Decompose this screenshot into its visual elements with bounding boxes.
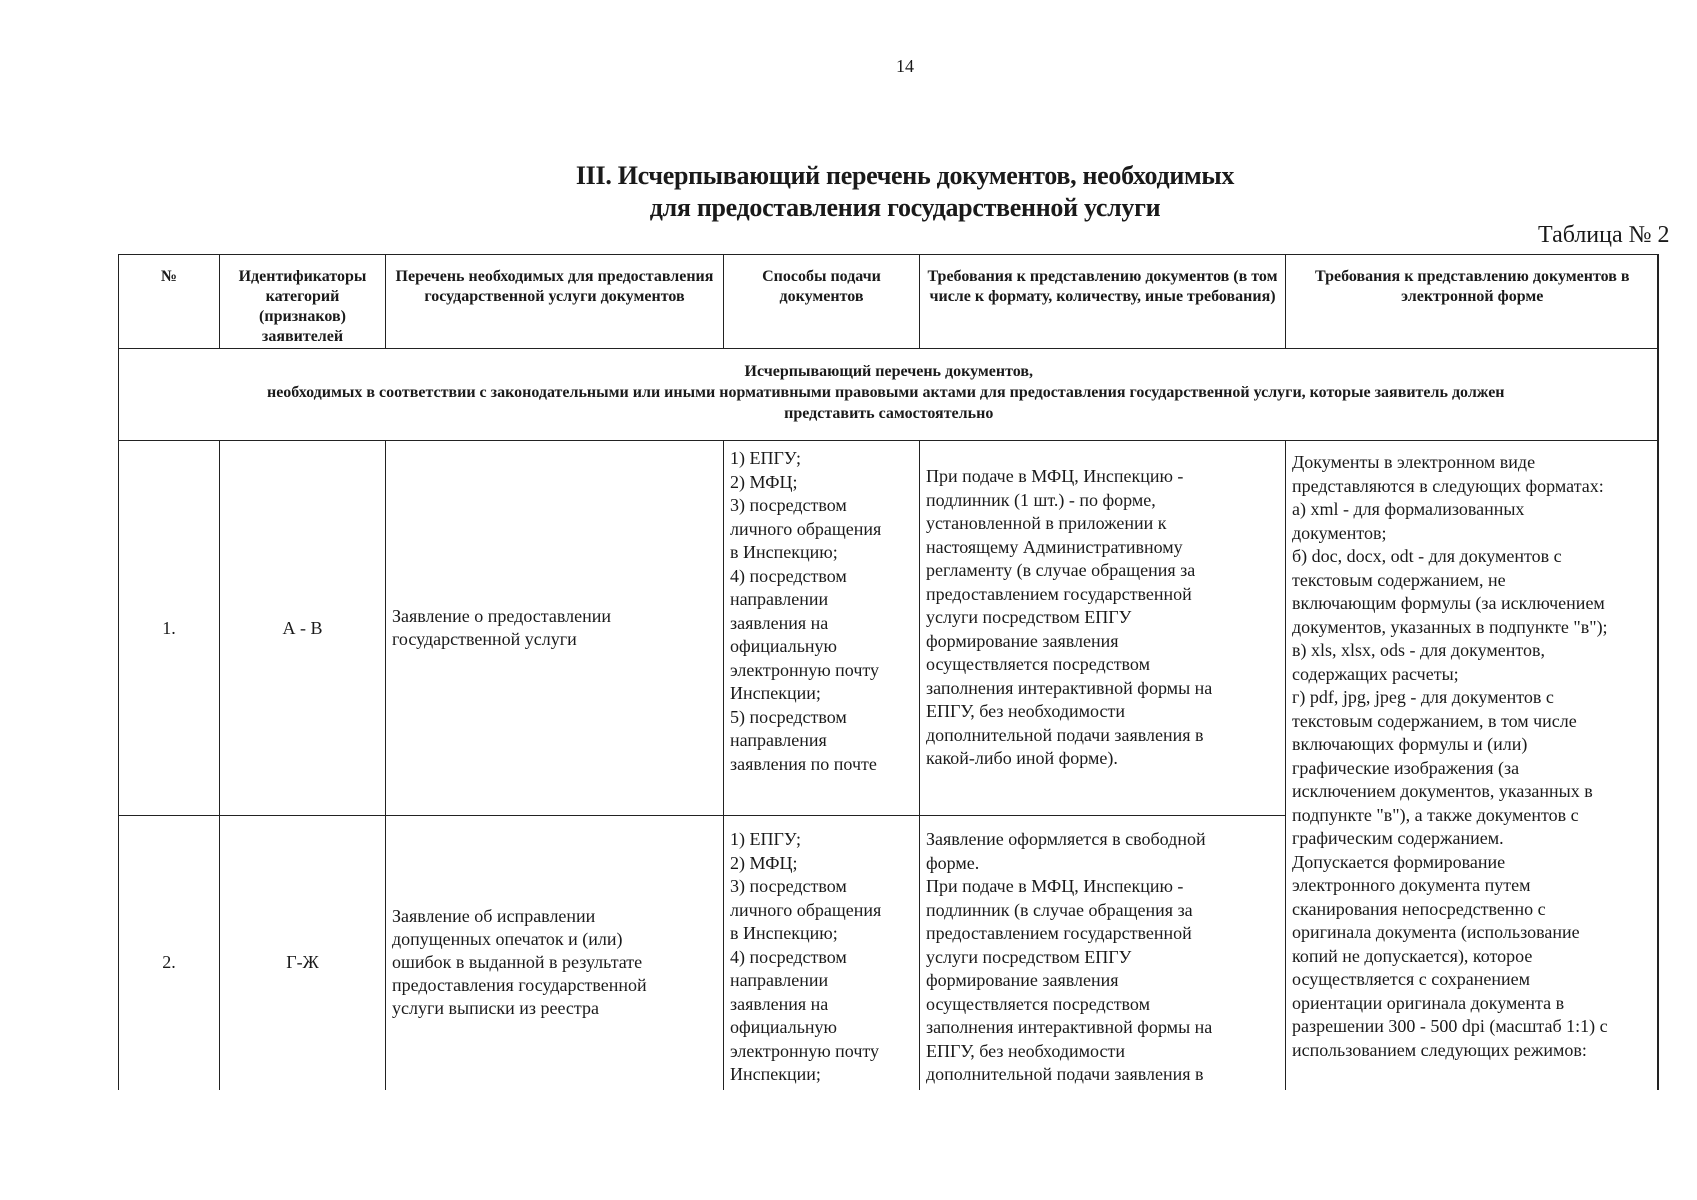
text-line: сканирования непосредственно с bbox=[1292, 898, 1546, 919]
table-label: Таблица № 2 bbox=[1538, 222, 1670, 248]
header-cell-documents: Перечень необходимых для предоставления государственной услуги документов bbox=[386, 255, 724, 349]
text-line: 4) посредством bbox=[730, 565, 847, 586]
text-line: какой-либо иной форме). bbox=[926, 748, 1118, 768]
text-line: заявления по почте bbox=[730, 753, 877, 774]
text-line: дополнительной подачи заявления в bbox=[926, 1064, 1204, 1084]
header-cell-methods: Способы подачи документов bbox=[724, 255, 920, 349]
header-cell-electronic: Требования к представлению документов в электронной форме bbox=[1286, 255, 1659, 349]
text-line: представляются в следующих форматах: bbox=[1292, 475, 1604, 496]
row-requirements bbox=[920, 816, 1286, 1091]
text-line: подлинник (1 шт.) - по форме, bbox=[926, 489, 1156, 510]
text-line: в Инспекцию; bbox=[730, 542, 838, 562]
text-line: При подаче в МФЦ, Инспекцию - bbox=[926, 876, 1184, 896]
text-line: При подаче в МФЦ, Инспекцию - bbox=[926, 466, 1184, 486]
text-line: текстовым содержанием, в том числе bbox=[1292, 710, 1577, 731]
row-number: 1. bbox=[119, 441, 220, 816]
text-line: электронную почту bbox=[730, 659, 880, 680]
section-title bbox=[0, 160, 1697, 224]
text-line: в) xls, xlsx, ods - для документов, bbox=[1292, 640, 1545, 660]
text-line: б) doc, docx, odt - для документов с bbox=[1292, 546, 1562, 566]
text-line: услуги выписки из реестра bbox=[392, 997, 599, 1018]
text-line: 2) МФЦ; bbox=[730, 852, 798, 873]
text-line: а) xml - для формализованных bbox=[1292, 499, 1525, 519]
text-line: услуги посредством ЕПГУ bbox=[926, 946, 1132, 967]
text-line: включающих формулы и (или) bbox=[1292, 734, 1528, 754]
text-line: направлении bbox=[730, 589, 829, 609]
text-line: направлении bbox=[730, 970, 829, 990]
text-line: 3) посредством bbox=[730, 495, 847, 515]
text-line: Документы в электронном виде bbox=[1292, 452, 1536, 472]
text-line: 5) посредством bbox=[730, 706, 847, 727]
text-line: копий не допускается), которое bbox=[1292, 945, 1533, 966]
subheading-line: представить самостоятельно bbox=[784, 405, 994, 422]
text-line: формирование заявления bbox=[926, 970, 1119, 990]
text-line: ЕПГУ, без необходимости bbox=[926, 1040, 1125, 1061]
text-line: ориентации оригинала документа в bbox=[1292, 992, 1565, 1013]
text-line: 2) МФЦ; bbox=[730, 471, 798, 492]
text-line: установленной в приложении к bbox=[926, 513, 1167, 533]
text-line: Инспекции; bbox=[730, 1064, 821, 1084]
table-frame bbox=[118, 254, 1697, 1090]
row-document bbox=[386, 441, 724, 816]
text-line: осуществляется посредством bbox=[926, 654, 1150, 674]
text-line: электронного документа путем bbox=[1292, 875, 1531, 895]
text-line: в Инспекцию; bbox=[730, 923, 838, 943]
header-cell-requirements: Требования к представлению документов (в том числе к формату, количеству, иные требования) bbox=[920, 255, 1286, 349]
text-line: использованием следующих режимов: bbox=[1292, 1039, 1587, 1060]
row-number: 2. bbox=[119, 816, 220, 1091]
row-document bbox=[386, 816, 724, 1091]
text-line: заявления на bbox=[730, 993, 829, 1014]
text-line: осуществляется посредством bbox=[926, 993, 1150, 1014]
header-row bbox=[119, 255, 1659, 349]
table-row bbox=[119, 441, 1659, 816]
subheading-line: Исчерпывающий перечень документов, bbox=[744, 363, 1033, 380]
text-line: личного обращения bbox=[730, 899, 882, 920]
text-line: заполнения интерактивной формы на bbox=[926, 677, 1213, 698]
text-line: услуги посредством ЕПГУ bbox=[926, 607, 1132, 627]
text-line: ЕПГУ, без необходимости bbox=[926, 701, 1125, 721]
row-methods bbox=[724, 816, 920, 1091]
text-line: текстовым содержанием, не bbox=[1292, 569, 1506, 590]
header-cell-number: № bbox=[119, 255, 220, 349]
text-line: Допускается формирование bbox=[1292, 851, 1506, 872]
text-line: Заявление оформляется в свободной bbox=[926, 829, 1206, 849]
text-line: дополнительной подачи заявления в bbox=[926, 724, 1204, 745]
text-line: электронную почту bbox=[730, 1040, 880, 1061]
text-line: формирование заявления bbox=[926, 630, 1119, 651]
table-right-border bbox=[1657, 254, 1659, 1090]
text-line: ошибок в выданной в результате bbox=[392, 951, 643, 972]
text-line: форме. bbox=[926, 852, 980, 873]
text-line: г) pdf, jpg, jpeg - для документов с bbox=[1292, 687, 1554, 707]
text-line: графические изображения (за bbox=[1292, 757, 1520, 778]
text-line: государственной услуги bbox=[392, 629, 577, 649]
row-category: Г-Ж bbox=[220, 816, 386, 1091]
text-line: документов, указанных в подпункте "в"); bbox=[1292, 616, 1608, 637]
text-line: разрешении 300 - 500 dpi (масштаб 1:1) с bbox=[1292, 1016, 1608, 1036]
text-line: Инспекции; bbox=[730, 683, 821, 703]
text-line: заявления на bbox=[730, 612, 829, 633]
subheading-line: необходимых в соответствии с законодательными или иными нормативными правовыми актами для предоставления государственной услуги, которые заявитель должен bbox=[266, 384, 1505, 401]
row-category: А - В bbox=[220, 441, 386, 816]
text-line: осуществляется с сохранением bbox=[1292, 969, 1531, 989]
section-title-line: для предоставления государственной услуги bbox=[649, 193, 1161, 222]
row-requirements bbox=[920, 441, 1286, 816]
section-title-line: III. Исчерпывающий перечень документов, необходимых bbox=[575, 161, 1235, 190]
text-line: предоставлением государственной bbox=[926, 923, 1192, 943]
text-line: оригинала документа (использование bbox=[1292, 922, 1580, 942]
text-line: направления bbox=[730, 730, 827, 750]
text-line: личного обращения bbox=[730, 518, 882, 539]
text-line: предоставления государственной bbox=[392, 974, 647, 995]
text-line: предоставлением государственной bbox=[926, 583, 1192, 604]
page-number: 14 bbox=[896, 56, 914, 76]
text-line: графическим содержанием. bbox=[1292, 828, 1504, 848]
electronic-requirements bbox=[1286, 441, 1659, 1091]
header-cell-categories: Идентификаторы категорий (признаков) заявителей bbox=[220, 255, 386, 349]
text-line: содержащих расчеты; bbox=[1292, 663, 1459, 684]
text-line: Заявление об исправлении bbox=[392, 905, 596, 926]
text-line: официальную bbox=[730, 1017, 837, 1037]
subheading-row bbox=[119, 349, 1659, 441]
text-line: настоящему Административному bbox=[926, 536, 1183, 557]
text-line: официальную bbox=[730, 636, 837, 656]
text-line: 1) ЕПГУ; bbox=[730, 448, 801, 468]
subheading-cell bbox=[119, 349, 1659, 441]
text-line: 1) ЕПГУ; bbox=[730, 829, 801, 849]
text-line: включающим формулы (за исключением bbox=[1292, 593, 1605, 613]
text-line: 4) посредством bbox=[730, 946, 847, 967]
text-line: допущенных опечаток и (или) bbox=[392, 928, 623, 949]
text-line: регламенту (в случае обращения за bbox=[926, 560, 1196, 580]
text-line: исключением документов, указанных в bbox=[1292, 781, 1593, 801]
text-line: подпункте "в"), а также документов с bbox=[1292, 804, 1579, 825]
documents-table bbox=[118, 254, 1659, 1090]
text-line: Заявление о предоставлении bbox=[392, 606, 611, 626]
text-line: заполнения интерактивной формы на bbox=[926, 1017, 1213, 1037]
text-line: подлинник (в случае обращения за bbox=[926, 899, 1193, 920]
text-line: документов; bbox=[1292, 522, 1387, 543]
row-methods bbox=[724, 441, 920, 816]
text-line: 3) посредством bbox=[730, 876, 847, 896]
